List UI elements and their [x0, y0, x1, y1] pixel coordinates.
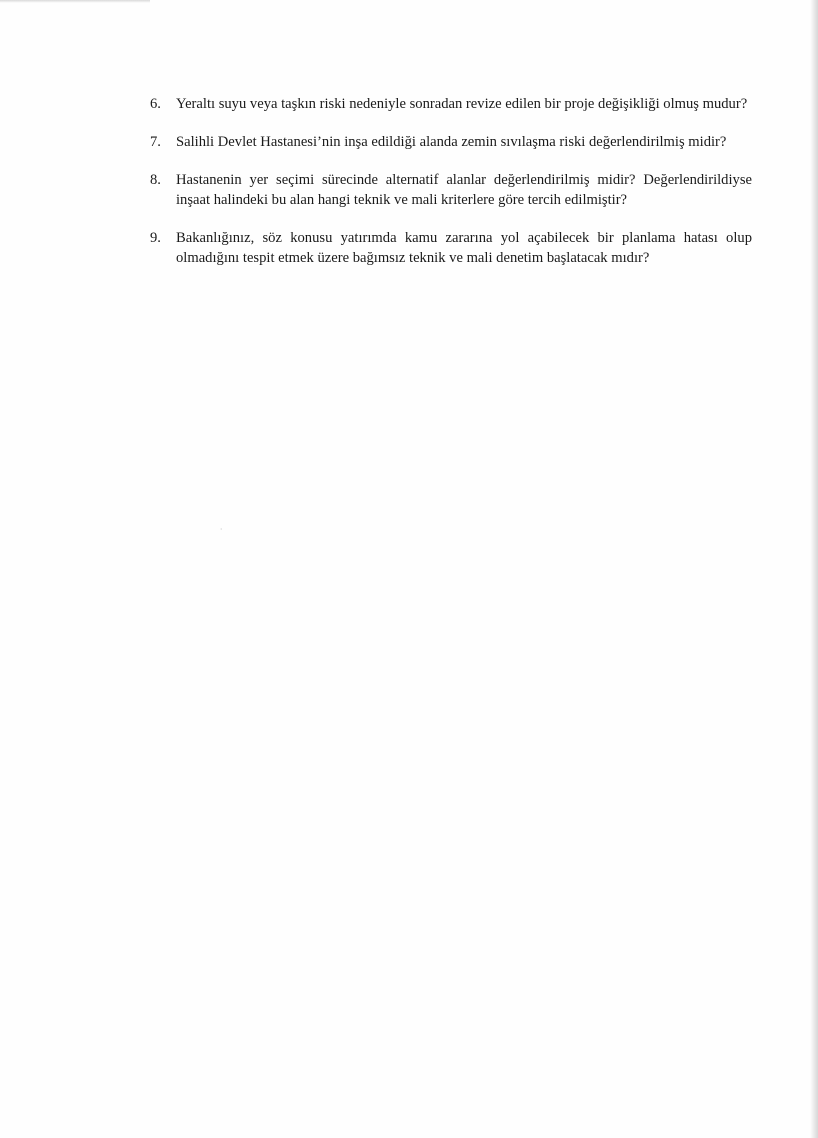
question-8 — [150, 170, 752, 210]
question-number: 6. — [150, 96, 161, 112]
question-number: 8. — [150, 172, 161, 188]
question-7 — [150, 132, 752, 152]
question-text: Bakanlığınız, söz konusu yatırımda kamu zararına yol açabilecek bir planlama hatası olup olmadığını tespit etmek üzere bağımsız teknik ve mali denetim başlatacak mıdır? — [176, 230, 752, 266]
question-text: Salihli Devlet Hastanesi’nin inşa edildiği alanda zemin sıvılaşma riski değerlendirilmiş midir? — [176, 134, 727, 150]
question-number: 9. — [150, 230, 161, 246]
question-list — [150, 94, 752, 268]
question-text: Yeraltı suyu veya taşkın riski nedeniyle sonradan revize edilen bir proje değişikliği olmuş mudur? — [176, 96, 748, 112]
question-number: 7. — [150, 134, 161, 150]
scan-edge-right — [810, 0, 818, 1138]
question-6 — [150, 94, 752, 114]
question-9 — [150, 228, 752, 268]
scan-edge-top — [0, 0, 150, 3]
question-text: Hastanenin yer seçimi sürecinde alternatif alanlar değerlendirilmiş midir? Değerlendirildiyse inşaat halindeki bu alan hangi teknik ve mali kriterlere göre tercih edilmiştir? — [176, 172, 752, 208]
scan-speck-mark: ⸳ — [220, 524, 223, 534]
